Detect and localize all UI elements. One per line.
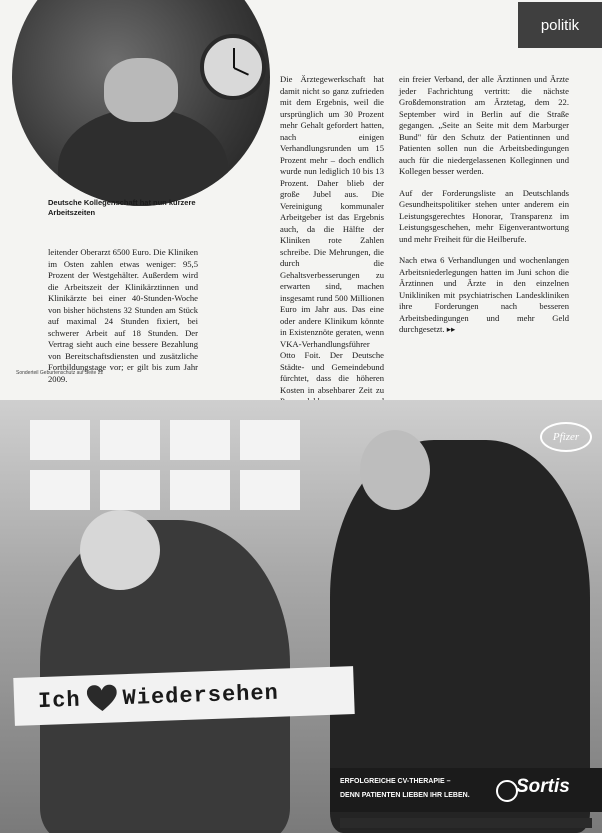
paragraph: Auf der Forderungsliste an Deutschlands Gesundheitspolitiker stehen unter anderem ein Leistungsgerechtes Honorar, Transparenz im Leistungsgeschehen, mehr Eigenverantwortung und mehr Freiheit für die Heilberufe. — [399, 187, 569, 244]
article-column-3 — [399, 74, 569, 346]
paragraph: Die Ärztegewerkschaft hat damit nicht so ganz zufrieden mit dem Ergebnis, weil die ursprünglich um 30 Prozent mehr Gehalt gefordert hatten, nach einigen Verhandlungsrunden um 15 Prozent mehr – doch endlich wurde nun lediglich 10 bis 13 Prozent. Daher blieb der große Jubel aus. Die Vereinigung kommunaler Arbeitgeber ist das Ergebnis auch, da die Hälfte der Kliniken rote Zahlen schreibe. Die Mehrungen, die durch die Gehaltsverbesserungen zu erwarten sind, machen insgesamt rund 500 Millionen Euro im Jahr aus. Das eine oder andere Klinikum könnte in Existenznöte geraten, wenn VKA-Verhandlungsführer Otto Foit. Der Deutsche Städte- und Gemeindebund fürchtet, dass die höheren Kosten in absehbarer Zeit zu — [280, 74, 384, 395]
section-tab: politik — [518, 2, 602, 48]
photo-caption: Deutsche Kollegenschaft hat nun kürzere Arbeitszeiten — [48, 198, 196, 217]
advertisement — [0, 400, 602, 833]
paragraph-text: Nach etwa 6 Verhandlungen und wochenlangen Arbeitsniederlegungen hatten im Juni schon die Ärztinnen und Ärzte in den einzelnen Unikliniken mit psychiatrischen Landeskliniken ihre Forderungen nach besseren Arbeitsbedingungen und mehr Geld durchgesetzt. — [399, 255, 569, 334]
ad-claim-line-2: DENN PATIENTEN LIEBEN IHR LEBEN. — [340, 792, 470, 799]
window-pane — [30, 420, 90, 460]
clock-hour-hand — [233, 48, 235, 68]
paragraph: ein freier Verband, der alle Ärztinnen und Ärzte jeder Fachrichtung vertritt: die nächste Großdemonstration am Ärztetag, dem 22. September wird in Berlin auf die Straße gegangen. „Seite an Seite mit dem Marburger Bund" für den Schutz der Patientinnen und Patienten sollen nun die Arbeitsbedingungen auch für die niedergelassenen Kolleginnen und Kollegen besser werden. — [399, 74, 569, 176]
figure-head-right — [360, 430, 430, 510]
window-pane — [100, 420, 160, 460]
window-pane — [100, 470, 160, 510]
window-pane — [170, 420, 230, 460]
slogan-word-right: Wiedersehen — [122, 680, 280, 711]
sortis-logo-icon — [496, 780, 518, 802]
window-pane — [240, 470, 300, 510]
ad-fine-print-bar — [340, 818, 592, 828]
slogan-word-left: Ich — [37, 687, 82, 714]
heart-icon — [86, 684, 117, 713]
paragraph — [399, 255, 569, 336]
window-pane — [240, 420, 300, 460]
window-pane — [30, 470, 90, 510]
window-pane — [170, 470, 230, 510]
ad-claim-line-1: ERFOLGREICHE CV-THERAPIE – — [340, 778, 451, 785]
ad-claim-bar — [330, 768, 602, 812]
surgeon-head — [104, 58, 178, 122]
article-end-mark: ▸▸ — [446, 324, 456, 334]
pfizer-logo: Pfizer — [540, 422, 592, 452]
figure-head-left — [80, 510, 160, 590]
paragraph: leitender Oberarzt 6500 Euro. Die Kliniken im Osten zahlen etwas weniger: 95,5 Prozent der Westgehälter. Außerdem wird die Arbeitszeit der Klinikärztinnen und Klinikärzte bei einer 40-Stunden-Woche von bisher höchstens 32 Stunden am Stück auf maximal 24 Stunden fixiert, bei schwerer Arbeit auf 18 Stunden. Der Vertrag sieht auch eine bessere Bezahlung von Bereitschaftsdiensten und zusätzliche Fortbildungstage vor; er gilt bis zum Jahr 2009. — [48, 247, 198, 384]
product-name: Sortis — [516, 776, 570, 797]
footer-note: Sonderteil Geburtenschutz auf Seite 22 — [16, 370, 104, 376]
surgeon-figure — [58, 108, 228, 206]
